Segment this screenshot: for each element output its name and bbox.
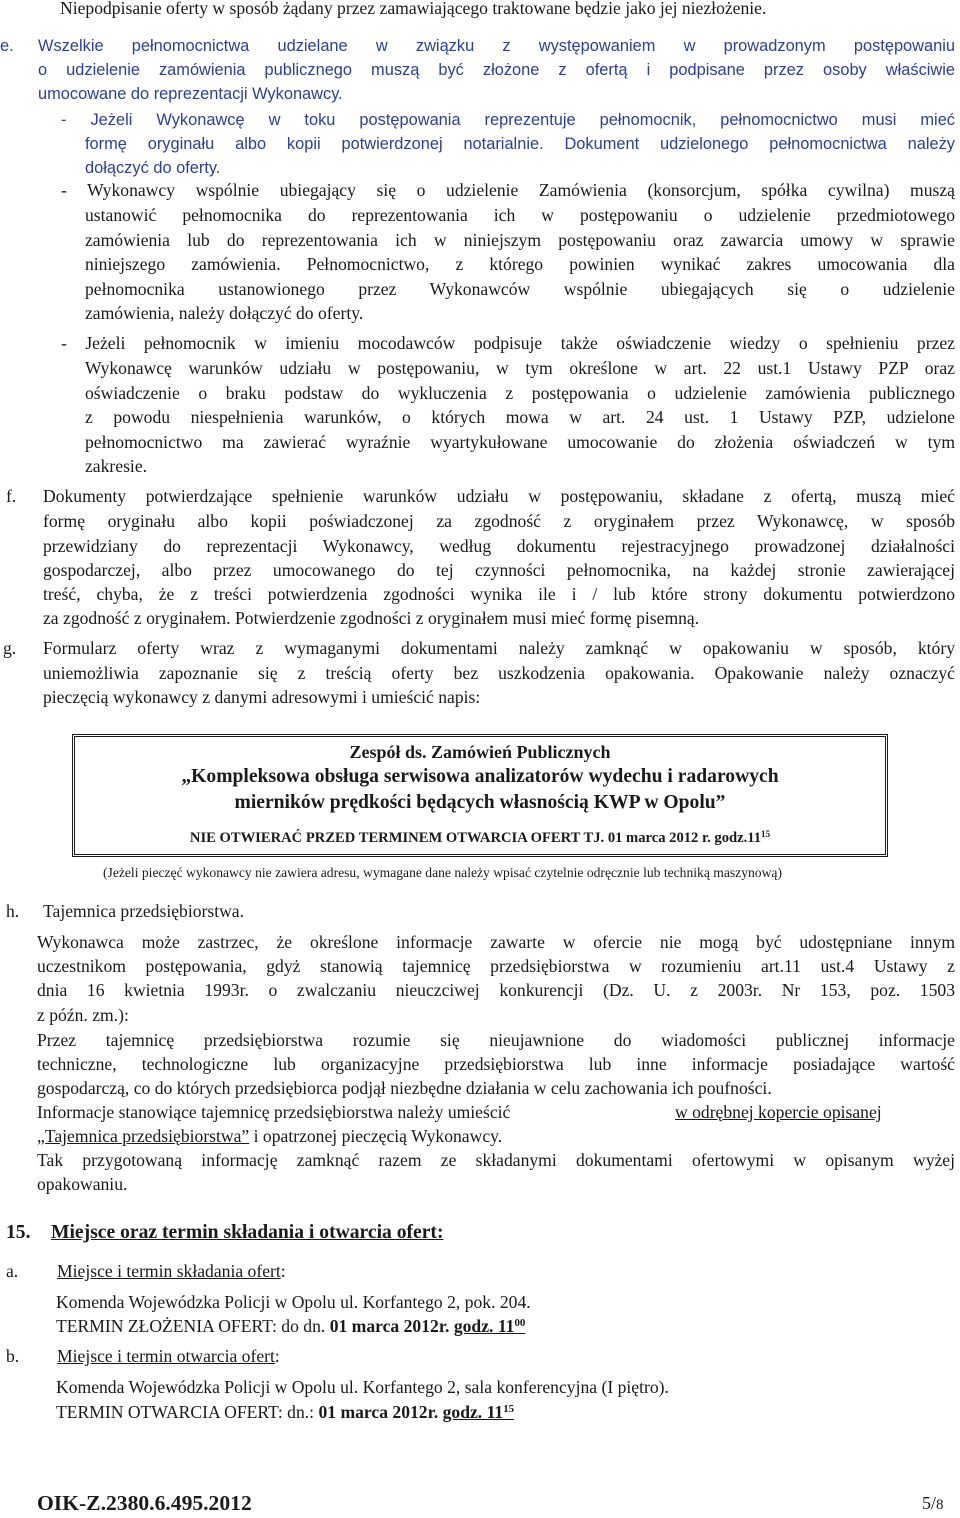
- sub-a-label: a.: [6, 1261, 19, 1281]
- e-bullet-3: z powodu niespełnienia warunków, o których mowa w art. 24 ust. 1 Ustawy PZP, udzielone: [85, 407, 955, 427]
- envelope-label-box: [72, 734, 888, 857]
- section-e-label: e.: [0, 37, 14, 55]
- section-h-label: h.: [6, 901, 20, 921]
- section-h-p2: techniczne, technologiczne lub organizacyjne przedsiębiorstwa lub inne informacje posiadające wartość: [37, 1054, 955, 1074]
- section-h-p1: dnia 16 kwietnia 1993r. o zwalczaniu nieuczciwej konkurencji (Dz. U. z 2003r. Nr 153, poz. 1503: [37, 980, 955, 1000]
- section-g-label: g.: [3, 638, 17, 658]
- footer-reference: OIK-Z.2380.6.495.2012: [37, 1491, 252, 1515]
- sub-a-address: Komenda Wojewódzka Policji w Opolu ul. Korfantego 2, pok. 204.: [56, 1292, 531, 1312]
- section-h-p1: z późn. zm.):: [37, 1005, 129, 1025]
- stamp-subject-line-2: mierników prędkości będących własnością KWP w Opolu”: [234, 792, 726, 813]
- sub-a-deadline: TERMIN ZŁOŻENIA OFERT: do dn. 01 marca 2012r. godz. $11^{00}$: [56, 1316, 526, 1336]
- e-bullet-2: - Wykonawcy wspólnie ubiegający się o udzielenie Zamówienia (konsorcjum, spółka cywilna) muszą: [61, 180, 955, 200]
- stamp-office: Zespół ds. Zamówień Publicznych: [349, 742, 611, 762]
- section-h-p1: Wykonawca może zastrzec, że określone informacje zawarte w ofercie nie mogą być udostępniane innym: [37, 932, 955, 952]
- e-bullet-2: ustanowić pełnomocnika do reprezentowania ich w postępowaniu o udzielenie przedmiotowego: [85, 205, 955, 225]
- section-f-line: Dokumenty potwierdzające spełnienie warunków udziału w postępowaniu, składane z ofertą, muszą mieć: [43, 486, 955, 506]
- e-bullet-3: - Jeżeli pełnomocnik w imieniu mocodawców podpisuje także oświadczenie wiedzy o spełnieniu przez: [61, 333, 955, 353]
- section-h-p3: Informacje stanowiące tajemnicę przedsiębiorstwa należy umieścić: [37, 1102, 511, 1122]
- e-bullet-3: zakresie.: [85, 456, 148, 476]
- top-line: Niepodpisanie oferty w sposób żądany przez zamawiającego traktowane będzie jako jej niezłożenie.: [60, 0, 767, 18]
- section-h-p2: gospodarczą, co do których przedsiębiorca podjął niezbędne działania w celu zachowania ich poufności.: [37, 1078, 772, 1098]
- e-bullet-2: zamówienia, należy dołączyć do oferty.: [85, 303, 364, 323]
- section-h-p1: uczestnikom postępowania, gdyż stanowią tajemnicę przedsiębiorstwa w rozumieniu art.11 ust.4 Ustawy z: [37, 956, 955, 976]
- section-f-line: treść, chyba, że z treści potwierdzenia zgodności wynika ile i / lub które strony dokumentu potwierdzono: [43, 584, 955, 604]
- section-h-p4: Tak przygotowaną informację zamknąć razem ze składanymi dokumentami ofertowymi w opisanym wyżej: [37, 1150, 955, 1170]
- e-bullet-2: pełnomocnika ustanowionego przez Wykonawców wspólnie ubiegających się o udzielenie: [85, 279, 955, 299]
- section-g-line: uniemożliwia zapoznanie się z treścią oferty bez uszkodzenia opakowania. Opakowanie należy oznaczyć: [43, 663, 955, 683]
- stamp-do-not-open: NIE OTWIERAĆ PRZED TERMINEM OTWARCIA OFERT TJ. 01 marca 2012 r. $godz.11^{15}$: [189, 829, 771, 846]
- section-e-line: Wszelkie pełnomocnictwa udzielane w związku z występowaniem w prowadzonym postępowaniu: [38, 37, 955, 55]
- stamp-note: (Jeżeli pieczęć wykonawcy nie zawiera adresu, wymagane dane należy wpisać czytelnie odręcznie lub techniką maszynową): [103, 865, 782, 880]
- section-f-label: f.: [6, 486, 17, 506]
- sub-a-title: Miejsce i termin składania ofert:: [57, 1261, 286, 1281]
- sub-b-opening: TERMIN OTWARCIA OFERT: dn.: 01 marca 2012r. godz. $11^{15}$: [56, 1402, 515, 1422]
- section-g-line: pieczęcią wykonawcy z danymi adresowymi i umieścić napis:: [43, 687, 481, 707]
- section-e-line: umocowane do reprezentacji Wykonawcy.: [38, 85, 343, 103]
- sub-b-address: Komenda Wojewódzka Policji w Opolu ul. Korfantego 2, sala konferencyjna (I piętro).: [56, 1377, 669, 1397]
- section-h-p4: opakowaniu.: [37, 1174, 128, 1194]
- section-g-line: Formularz oferty wraz z wymaganymi dokumentami należy zamknąć w opakowaniu w sposób, który: [43, 638, 955, 658]
- separate-envelope-text: w odrębnej kopercie opisanej: [675, 1102, 882, 1122]
- section-15-number: 15.: [6, 1222, 31, 1243]
- section-f-line: za zgodność z oryginałem. Potwierdzenie zgodności z oryginałem musi mieć formę pisemną.: [43, 608, 700, 628]
- e-bullet-1: - Jeżeli Wykonawcę w toku postępowania reprezentuje pełnomocnik, pełnomocnictwo musi mieć: [61, 111, 955, 129]
- e-bullet-3: pełnomocnictwo ma zawierać wyraźnie wyartykułowane umocowanie do złożenia oświadczeń w tym: [85, 432, 955, 452]
- stamp-subject-line-1: „Kompleksowa obsługa serwisowa analizatorów wydechu i radarowych: [181, 766, 779, 787]
- e-bullet-1: formę oryginału albo kopii potwierdzonej notarialnie. Dokument udzielonego pełnomocnictwa należy: [85, 135, 955, 153]
- e-bullet-3: Wykonawcę warunków udziału w postępowaniu, w tym określone w art. 22 ust.1 Ustawy PZP oraz: [85, 358, 955, 378]
- e-bullet-2: niniejszego zamówienia. Pełnomocnictwo, z którego powinien wynikać zakres umocowania dla: [85, 254, 955, 274]
- section-h-p2: Przez tajemnicę przedsiębiorstwa rozumie się nieujawnione do wiadomości publicznej informacje: [37, 1030, 955, 1050]
- section-f-line: przewidziany do reprezentacji Wykonawcy, według dokumentu rejestracyjnego prowadzonej działalności: [43, 536, 955, 556]
- sub-b-title: Miejsce i termin otwarcia ofert:: [57, 1346, 280, 1366]
- e-bullet-3: oświadczenie o braku podstaw do wykluczenia z postępowania o udzielenie zamówienia publicznego: [85, 383, 955, 403]
- section-f-line: formę oryginału albo kopii poświadczonej za zgodność z oryginałem przez Wykonawcę, w sposób: [43, 511, 955, 531]
- section-h-title: Tajemnica przedsiębiorstwa.: [43, 901, 245, 921]
- section-e-line: o udzielenie zamówienia publicznego muszą być złożone z ofertą i podpisane przez osoby właściwie: [38, 61, 955, 79]
- trade-secret-label: „Tajemnica przedsiębiorstwa”: [37, 1126, 250, 1146]
- section-h-p3-cont: „Tajemnica przedsiębiorstwa” i opatrzonej pieczęcią Wykonawcy.: [37, 1126, 503, 1146]
- e-bullet-2: zamówienia lub do reprezentowania ich w niniejszym postępowaniu oraz zawarcia umowy w sprawie: [85, 230, 955, 250]
- page-number: 5/8: [922, 1493, 944, 1513]
- e-bullet-1: dołączyć do oferty.: [85, 159, 221, 177]
- section-15-title: Miejsce oraz termin składania i otwarcia ofert:: [51, 1222, 444, 1243]
- sub-b-label: b.: [6, 1346, 20, 1366]
- section-f-line: gospodarczej, albo przez umocowanego do tej czynności pełnomocnika, na każdej stronie zawierającej: [43, 560, 955, 580]
